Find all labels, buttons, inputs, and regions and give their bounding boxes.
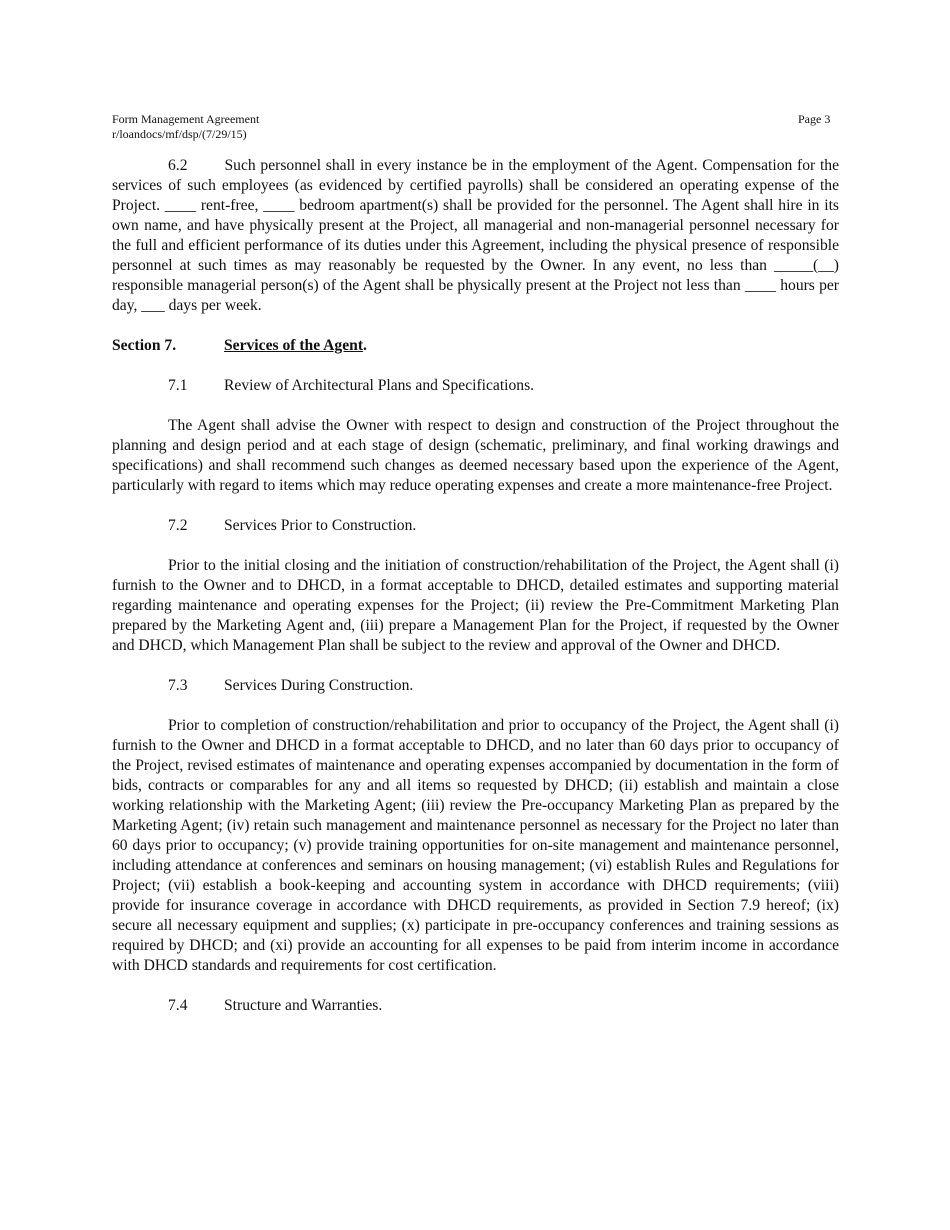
doc-title: Form Management Agreement xyxy=(112,112,260,126)
subsection-number: 7.1 xyxy=(168,377,188,394)
paragraph-text: Such personnel shall in every instance be in the employment of the Agent. Compensation for the services of such employees (as evidenced by certified payrolls) shall be considered an operating expense of the Project. ____ rent-free, ____ bedroom apartment(s) shall be provided for the personnel. The Agent shall hire in its own name, and have physically present at the Project, all managerial and non-managerial personnel necessary for the full and efficient performance of its duties under this Agreement, including the physical presence of responsible personnel at such times as may reasonably be requested by the Owner. In any event, no less than _____(__) responsible managerial person(s) of the Agent shall be physically present at the Project not less than ____ hours per day, ___ days per week. xyxy=(112,157,839,314)
paragraph-7-2: Prior to the initial closing and the initiation of construction/rehabilitation of the Project, the Agent shall (i) furnish to the Owner and to DHCD, in a format acceptable to DHCD, detailed estimates and supporting material regarding maintenance and operating expenses for the Project; (ii) review the Pre-Commitment Marketing Plan prepared by the Marketing Agent and, (iii) prepare a Management Plan for the Project, if requested by the Owner and DHCD, which Management Plan shall be subject to the review and approval of the Owner and DHCD. xyxy=(112,557,839,654)
section-title-period: . xyxy=(363,337,367,354)
subsection-number: 7.4 xyxy=(168,997,188,1014)
running-header xyxy=(112,112,259,142)
page-number: Page 3 xyxy=(798,112,831,126)
paragraph-number: 6.2 xyxy=(168,157,188,174)
subsection-title: Services Prior to Construction. xyxy=(224,517,417,534)
subsection-heading-7-2 xyxy=(112,516,839,536)
section-title: Services of the Agent xyxy=(224,337,364,354)
paragraph-7-3: Prior to completion of construction/rehabilitation and prior to occupancy of the Project, the Agent shall (i) furnish to the Owner and DHCD in a format acceptable to DHCD, and no later than 60 days prior to occupancy of the Project, revised estimates of maintenance and operating expenses accompanied by documentation in the form of bids, contracts or comparables for any and all items so requested by DHCD; (ii) establish and maintain a close working relationship with the Marketing Agent; (iii) review the Pre-occupancy Marketing Plan as prepared by the Marketing Agent; (iv) retain such management and maintenance personnel as necessary for the Project no later than 60 days prior to occupancy; (v) provide training opportunities for on-site management and maintenance personnel, including attendance at conferences and seminars on housing management; (vi) establish Rules and Regulations for Project; (vii) establish a book-keeping and accounting system in accordance with DHCD requirements; (viii) provide for insurance coverage in accordance with DHCD requirements, as provided in Section 7.9 hereof; (ix) secure all necessary equipment and supplies; (x) participate in pre-occupancy conferences and training sessions as required by DHCD; and (xi) provide an accounting for all expenses to be paid from interim income in accordance with DHCD standards and requirements for cost certification. xyxy=(112,717,839,974)
subsection-heading-7-3 xyxy=(112,676,839,696)
doc-path: r/loandocs/mf/dsp/(7/29/15) xyxy=(112,127,247,141)
subsection-heading-7-1 xyxy=(112,376,839,396)
document-body xyxy=(112,156,839,1036)
section-number: Section 7. xyxy=(112,337,177,354)
subsection-number: 7.3 xyxy=(168,677,188,694)
paragraph-6-2 xyxy=(112,156,839,316)
subsection-number: 7.2 xyxy=(168,517,188,534)
section-heading xyxy=(112,336,839,356)
subsection-title: Review of Architectural Plans and Specifications. xyxy=(224,377,535,394)
subsection-heading-7-4 xyxy=(112,996,839,1016)
subsection-title: Services During Construction. xyxy=(224,677,414,694)
paragraph-7-1: The Agent shall advise the Owner with respect to design and construction of the Project throughout the planning and design period and at each stage of design (schematic, preliminary, and final working drawings and specifications) and shall recommend such changes as deemed necessary based upon the experience of the Agent, particularly with regard to items which may reduce operating expenses and create a more maintenance-free Project. xyxy=(112,417,839,494)
subsection-title: Structure and Warranties. xyxy=(224,997,383,1014)
